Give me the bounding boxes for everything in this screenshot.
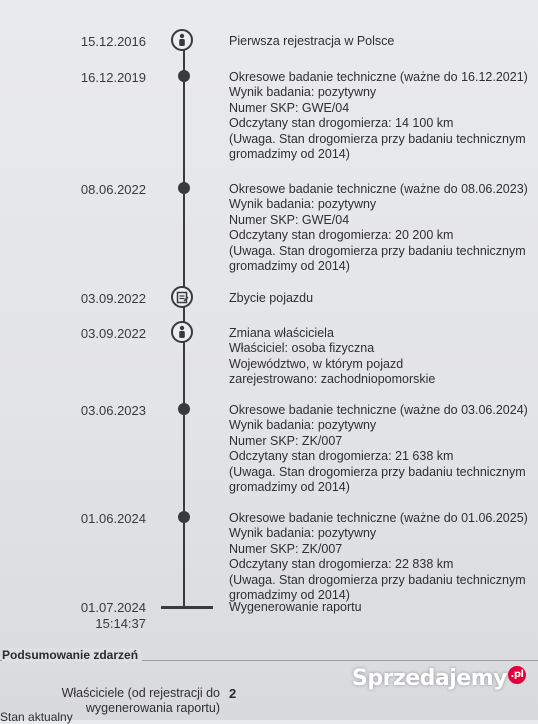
event-line: (Uwaga. Stan drogomierza przy badaniu technicznym: [229, 243, 526, 258]
event-line: Zmiana właściciela: [229, 326, 334, 340]
person-icon: [171, 29, 193, 51]
owners-value: 2: [229, 686, 237, 701]
timeline-dot: [178, 511, 190, 523]
event-line: Właściciel: osoba fizyczna: [229, 341, 375, 356]
event-line: Odczytany stan drogomierza: 20 200 km: [229, 228, 454, 243]
event-line: (Uwaga. Stan drogomierza przy badaniu technicznym: [229, 131, 526, 146]
event-line: Numer SKP: GWE/04: [229, 212, 350, 227]
watermark-badge: .pl: [508, 666, 526, 684]
event-line: Wynik badania: pozytywny: [229, 85, 377, 100]
event-line: Numer SKP: ZK/007: [229, 433, 343, 448]
event-description: [229, 70, 529, 162]
event-date: 15.12.2016: [80, 34, 146, 49]
event-description: [229, 34, 529, 49]
event-line: Numer SKP: GWE/04: [229, 100, 350, 115]
event-line: Okresowe badanie techniczne (ważne do 03.06.2024): [229, 403, 528, 417]
owners-label: Właściciele (od rejestracji do wygenerowania raportu): [61, 686, 220, 715]
event-date: 01.07.2024 15:14:37: [80, 600, 146, 631]
event-line: (Uwaga. Stan drogomierza przy badaniu technicznym: [229, 572, 526, 587]
current-state-label: Stan aktualny: [0, 710, 73, 724]
event-date: 08.06.2022: [80, 182, 146, 197]
event-line: Pierwsza rejestracja w Polsce: [229, 34, 395, 48]
document-icon: [171, 286, 193, 308]
summary-title: Podsumowanie zdarzeń: [2, 648, 142, 662]
event-line: gromadzimy od 2014): [229, 588, 350, 603]
event-date: 16.12.2019: [80, 70, 146, 85]
event-line: Wynik badania: pozytywny: [229, 197, 377, 212]
event-date: 03.09.2022: [80, 291, 146, 306]
watermark-text: Sprzedajemy: [352, 666, 507, 691]
event-description: [229, 182, 529, 274]
person-icon: [171, 321, 193, 343]
event-line: Województwo, w którym pojazd: [229, 356, 404, 371]
event-line: Numer SKP: ZK/007: [229, 541, 343, 556]
event-line: Okresowe badanie techniczne (ważne do 16.12.2021): [229, 70, 528, 84]
event-line: Zbycie pojazdu: [229, 291, 314, 305]
event-line: Okresowe badanie techniczne (ważne do 08.06.2023): [229, 182, 528, 196]
event-description: [229, 403, 529, 495]
event-line: zarejestrowano: zachodniopomorskie: [229, 372, 436, 387]
event-description: [229, 600, 529, 615]
event-date: 03.09.2022: [80, 326, 146, 341]
timeline-dot: [178, 182, 190, 194]
event-line: Odczytany stan drogomierza: 22 838 km: [229, 557, 454, 572]
event-line: Odczytany stan drogomierza: 21 638 km: [229, 449, 454, 464]
sprzedajemy-watermark: [352, 666, 526, 691]
event-date: 03.06.2023: [80, 403, 146, 418]
event-line: Odczytany stan drogomierza: 14 100 km: [229, 116, 454, 131]
event-line: gromadzimy od 2014): [229, 480, 350, 495]
event-date: 01.06.2024: [80, 511, 146, 526]
event-line: Wynik badania: pozytywny: [229, 526, 377, 541]
event-description: [229, 511, 529, 603]
event-description: [229, 326, 529, 388]
event-line: Wygenerowanie raportu: [229, 600, 362, 614]
timeline-end-bar: [161, 606, 213, 609]
event-line: gromadzimy od 2014): [229, 147, 350, 162]
event-line: Okresowe badanie techniczne (ważne do 01.06.2025): [229, 511, 528, 525]
event-line: (Uwaga. Stan drogomierza przy badaniu technicznym: [229, 464, 526, 479]
timeline-dot: [178, 70, 190, 82]
timeline-dot: [178, 403, 190, 415]
event-line: gromadzimy od 2014): [229, 259, 350, 274]
event-description: [229, 291, 529, 306]
event-line: Wynik badania: pozytywny: [229, 418, 377, 433]
